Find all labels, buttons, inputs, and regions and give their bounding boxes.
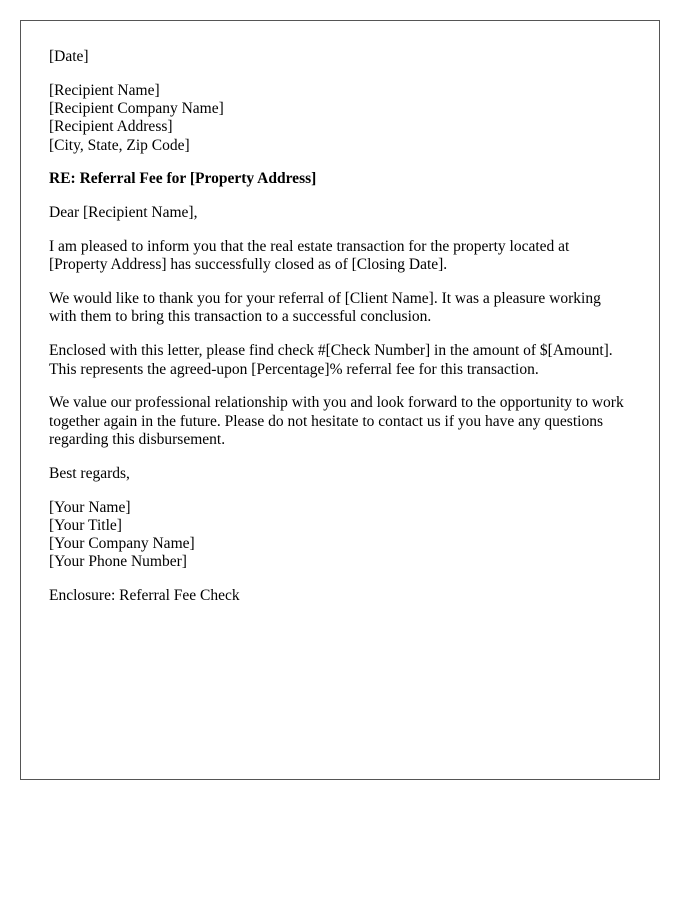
date: [Date]	[49, 48, 89, 65]
salutation: Dear [Recipient Name],	[49, 204, 198, 222]
body-paragraph: We value our professional relationship with you and look forward to the opportunity to work together again in the future. Please do not hesitate to contact us if you have any questions regarding this disbursement.	[49, 394, 624, 448]
body-paragraph: Enclosed with this letter, please find check #[Check Number] in the amount of $[Amount]. This represents the agreed-upon [Percentage]% referral fee for this transaction.	[49, 342, 613, 378]
closing: Best regards,	[49, 464, 130, 482]
recipient-name: [Recipient Name]	[49, 81, 160, 99]
recipient-block	[49, 82, 631, 155]
recipient-company: [Recipient Company Name]	[49, 100, 224, 118]
enclosure-note: Enclosure: Referral Fee Check	[49, 587, 240, 605]
recipient-city: [City, State, Zip Code]	[49, 136, 190, 154]
sender-title: [Your Title]	[49, 516, 122, 534]
recipient-address: [Recipient Address]	[49, 118, 173, 136]
signature-block	[49, 499, 631, 572]
sender-company: [Your Company Name]	[49, 535, 195, 553]
letter-page	[20, 20, 660, 780]
body-paragraph: I am pleased to inform you that the real estate transaction for the property located at [Property Address] has successfully closed as of [Closing Date].	[49, 238, 570, 274]
body-paragraph: We would like to thank you for your referral of [Client Name]. It was a pleasure working with them to bring this transaction to a successful conclusion.	[49, 290, 601, 326]
subject-line: RE: Referral Fee for [Property Address]	[49, 170, 317, 188]
sender-phone: [Your Phone Number]	[49, 553, 187, 571]
sender-name: [Your Name]	[49, 498, 131, 516]
